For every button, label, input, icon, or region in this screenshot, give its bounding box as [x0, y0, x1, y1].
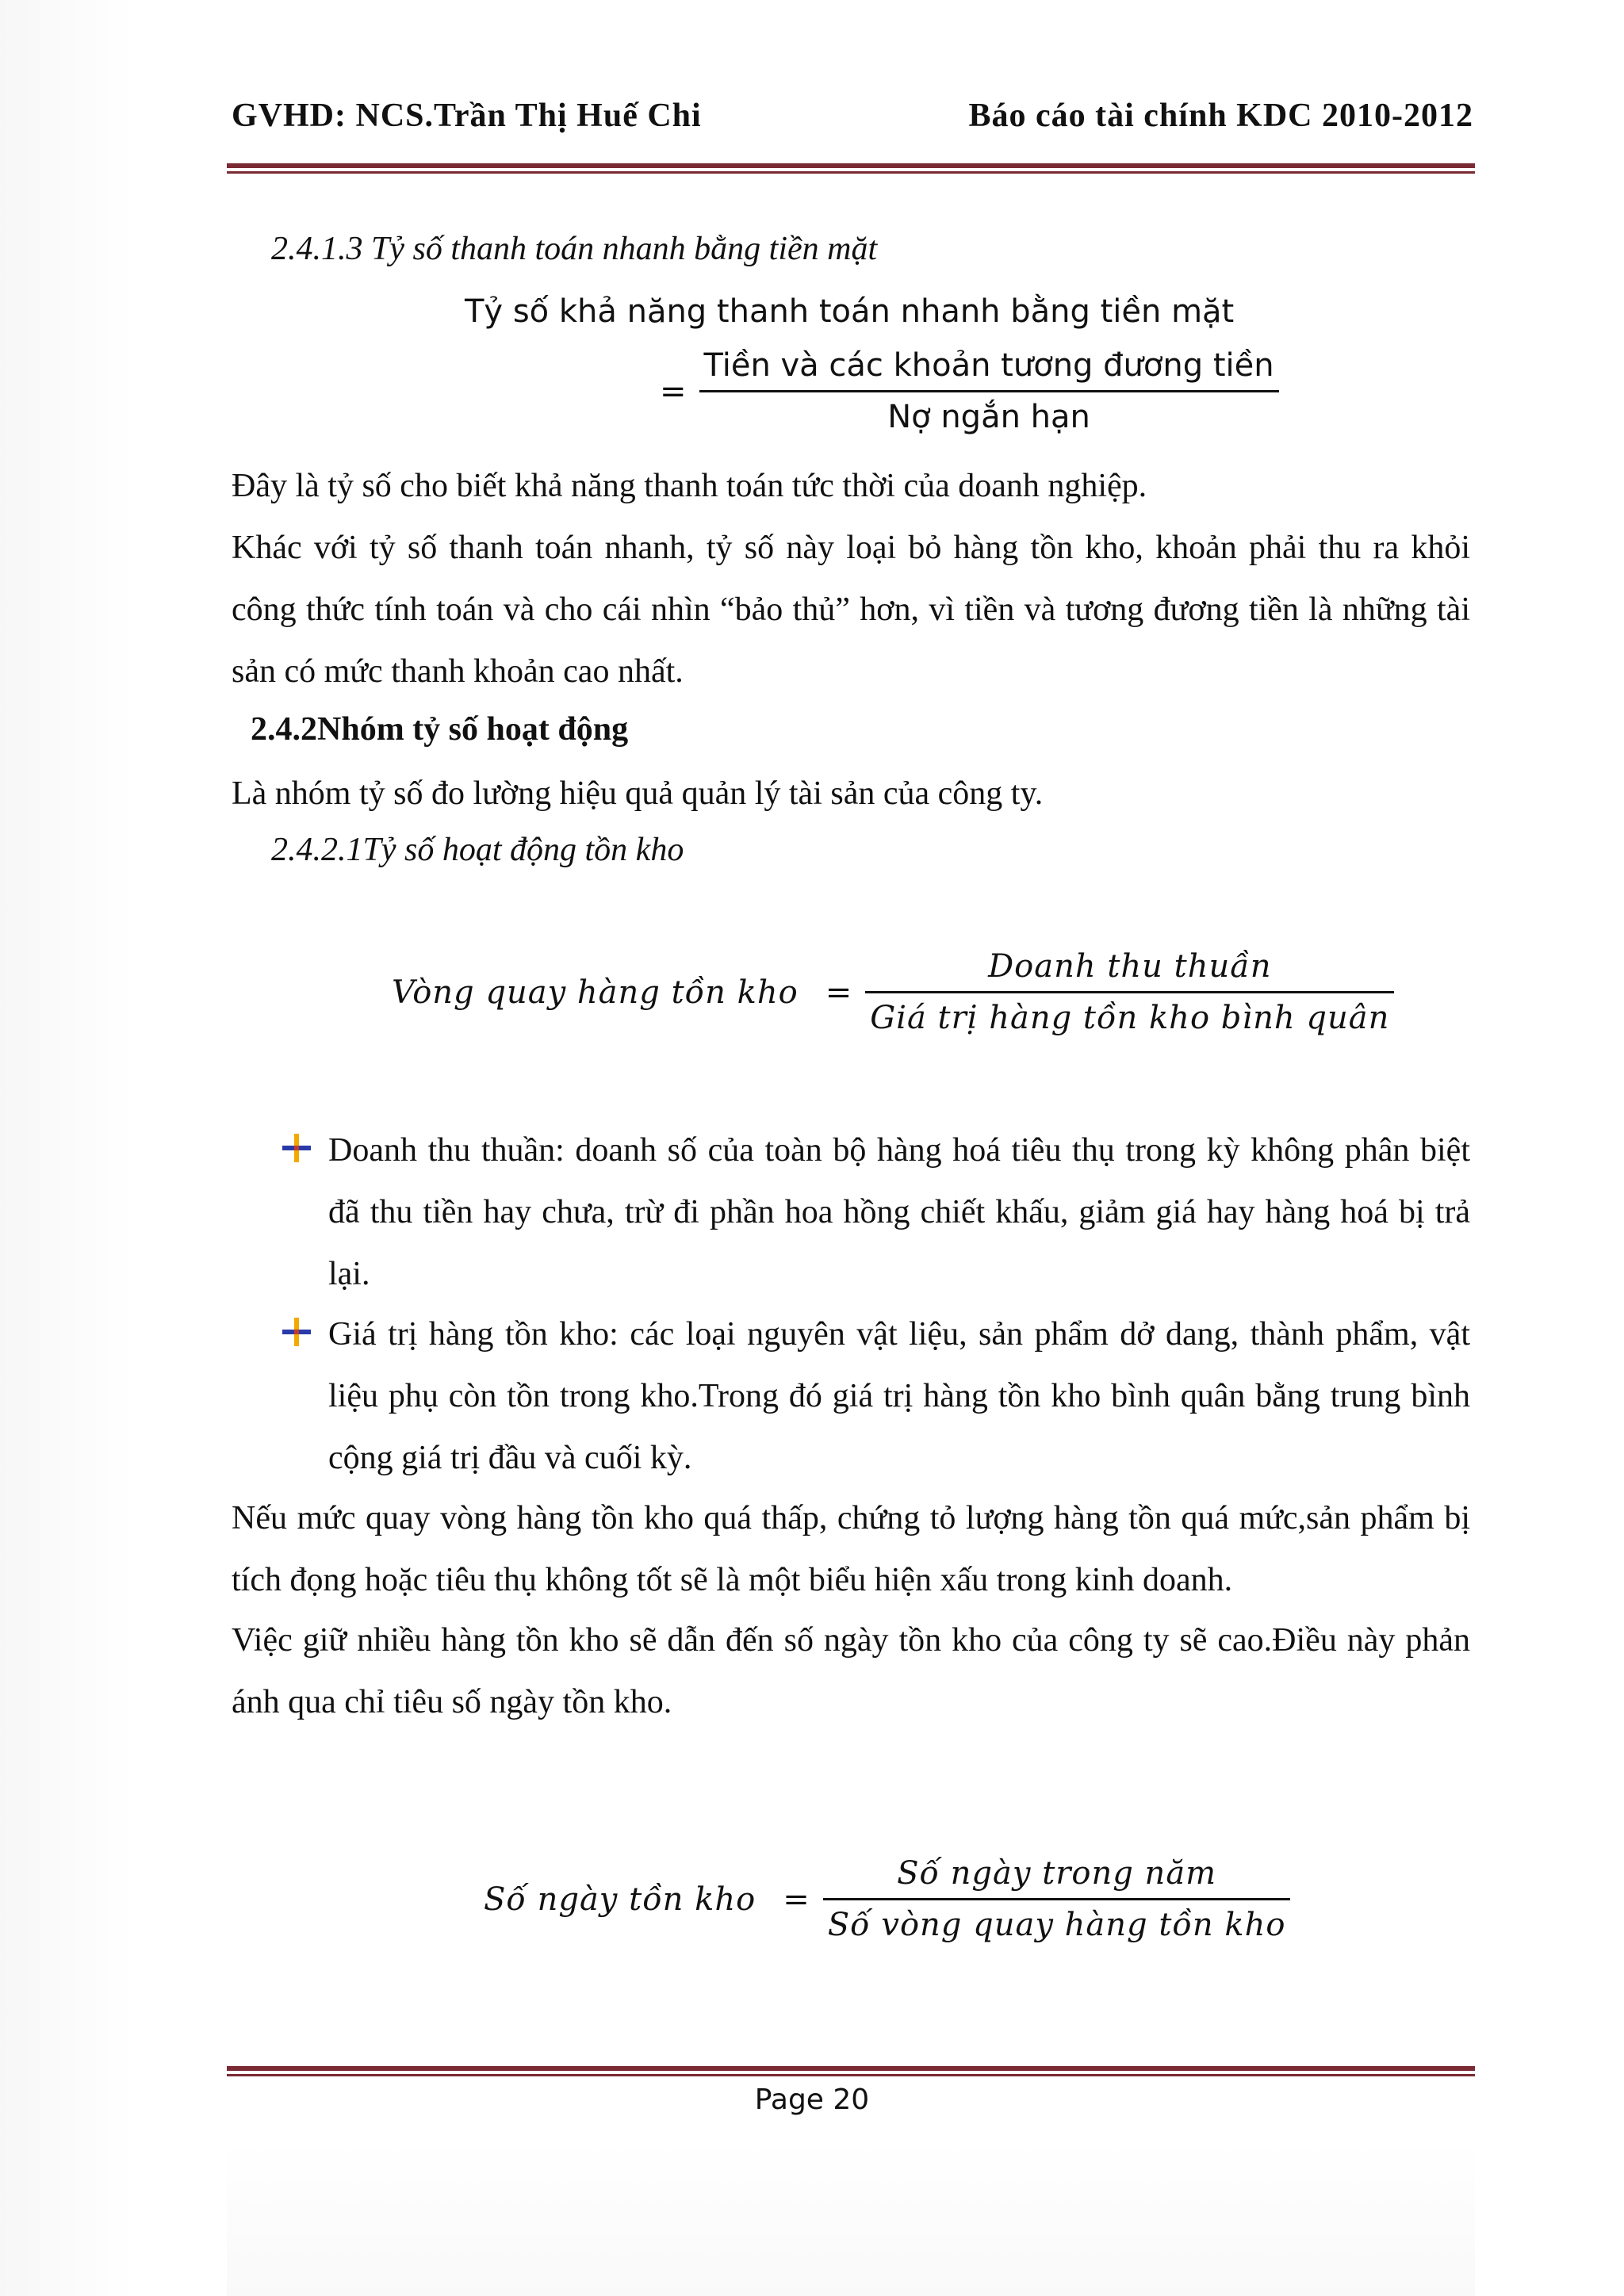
formula-inventory-turnover-numerator: Doanh thu thuần	[988, 948, 1272, 985]
formula-days-inventory-eq: =	[783, 1881, 810, 1918]
header-left: GVHD: NCS.Trần Thị Huế Chi	[232, 98, 702, 134]
formula-cash-ratio-denominator: Nợ ngắn hạn	[887, 399, 1090, 435]
formula-cash-ratio-fraction	[699, 347, 1279, 435]
page-bottom-shade	[227, 2141, 1475, 2296]
header-rule-top	[227, 163, 1475, 168]
formula-days-inventory-numerator: Số ngày trong năm	[897, 1855, 1217, 1892]
formula-cash-ratio-eq: =	[660, 373, 687, 410]
header-right: Báo cáo tài chính KDC 2010-2012	[968, 98, 1473, 134]
header-rule-bottom	[227, 171, 1475, 174]
formula-cash-ratio-numerator: Tiền và các khoản tương đương tiền	[703, 347, 1274, 384]
section-heading-2413: 2.4.1.3 Tỷ số thanh toán nhanh bằng tiền mặt	[271, 231, 878, 267]
formula-days-inventory-fraction	[823, 1855, 1291, 1943]
bullet-cross-icon	[281, 1132, 312, 1164]
page-margin-shade	[0, 0, 227, 2296]
paragraph-cash-ratio-definition: Đây là tỷ số cho biết khả năng thanh toán tức thời của doanh nghiệp.	[232, 468, 1147, 504]
formula-inventory-turnover-eq: =	[825, 974, 853, 1011]
formula-days-inventory	[484, 1855, 1290, 1943]
formula-days-inventory-denominator: Số vòng quay hàng tồn kho	[827, 1907, 1286, 1943]
paragraph-low-turnover: Nếu mức quay vòng hàng tồn kho quá thấp, chứng tỏ lượng hàng tồn quá mức,sản phẩm bị tích đọng hoặc tiêu thụ không tốt sẽ là một biểu hiện xấu trong kinh doanh.	[232, 1500, 1470, 1598]
paragraph-activity-ratios: Là nhóm tỷ số đo lường hiệu quả quản lý tài sản của công ty.	[232, 775, 1044, 812]
page-number: Page 20	[754, 2084, 870, 2116]
bullet-net-revenue: Doanh thu thuần: doanh số của toàn bộ hàng hoá tiêu thụ trong kỳ không phân biệt đã thu tiền hay chưa, trừ đi phần hoa hồng chiết khấu, giảm giá hay hàng hoá bị trả lại.	[328, 1132, 1470, 1292]
formula-inventory-turnover-fraction	[865, 948, 1394, 1036]
formula-title: Tỷ số khả năng thanh toán nhanh bằng tiền mặt	[465, 293, 1235, 330]
formula-inventory-turnover-denominator: Giá trị hàng tồn kho bình quân	[870, 1000, 1390, 1036]
footer-rule-top	[227, 2066, 1475, 2071]
paragraph-days-inventory: Việc giữ nhiều hàng tồn kho sẽ dẫn đến số ngày tồn kho của công ty sẽ cao.Điều này phản ánh qua chỉ tiêu số ngày tồn kho.	[232, 1622, 1470, 1720]
section-heading-2421: 2.4.2.1Tỷ số hoạt động tồn kho	[271, 832, 684, 868]
bullet-cross-icon	[281, 1316, 312, 1348]
paragraph-cash-ratio-explanation: Khác với tỷ số thanh toán nhanh, tỷ số này loại bỏ hàng tồn kho, khoản phải thu ra khỏi công thức tính toán và cho cái nhìn “bảo thủ” hơn, vì tiền và tương đương tiền là những tài sản có mức thanh khoản cao nhất.	[232, 530, 1470, 690]
section-heading-242: 2.4.2Nhóm tỷ số hoạt động	[251, 711, 629, 748]
formula-cash-ratio	[660, 347, 1279, 435]
formula-inventory-turnover	[392, 948, 1394, 1036]
bullet-inventory-value: Giá trị hàng tồn kho: các loại nguyên vật liệu, sản phẩm dở dang, thành phẩm, vật liệu phụ còn tồn trong kho.Trong đó giá trị hàng tồn kho bình quân bằng trung bình cộng giá trị đầu và cuối kỳ.	[328, 1316, 1470, 1476]
footer-rule-bottom	[227, 2074, 1475, 2076]
formula-days-inventory-lhs: Số ngày tồn kho	[484, 1881, 756, 1918]
formula-inventory-turnover-lhs: Vòng quay hàng tồn kho	[392, 974, 799, 1011]
